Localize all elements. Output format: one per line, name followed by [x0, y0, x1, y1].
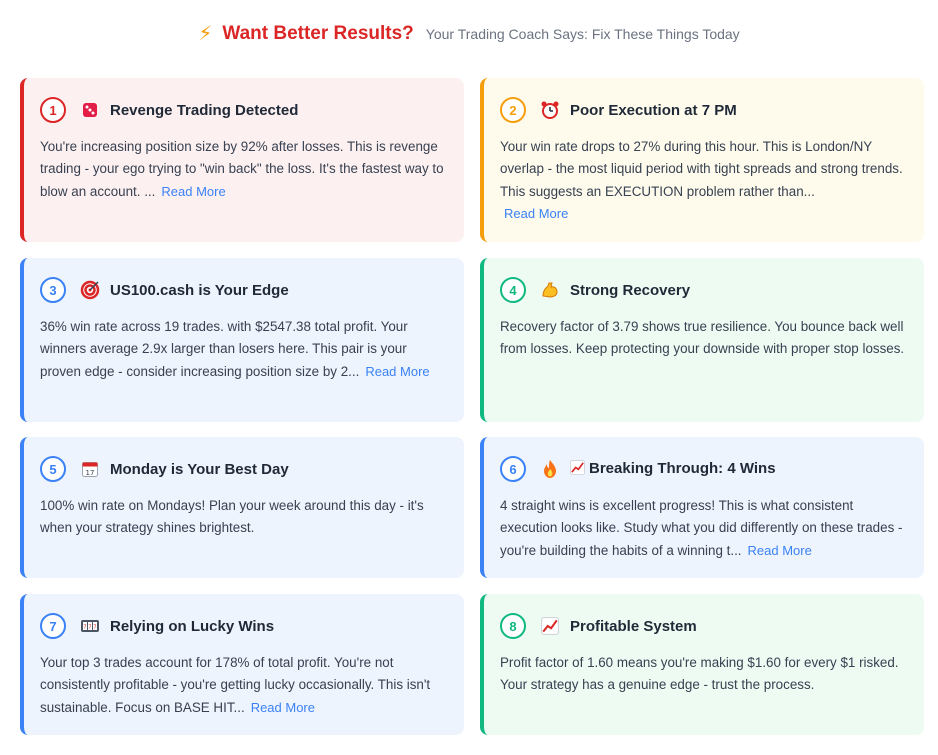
- calendar-icon: [80, 459, 100, 479]
- insight-card-breaking-through: [480, 437, 924, 578]
- insight-card-revenge-trading: [20, 78, 464, 242]
- alarm-clock-icon: [540, 100, 560, 120]
- svg-text:7: 7: [93, 624, 97, 631]
- header-subtitle: Your Trading Coach Says: Fix These Things Today: [425, 26, 740, 42]
- read-more-link[interactable]: Read More: [161, 183, 226, 199]
- insight-card-best-day: [20, 437, 464, 578]
- header-title: Want Better Results?: [222, 23, 414, 44]
- coach-header: [0, 22, 938, 46]
- card-number-badge: 7: [40, 613, 66, 639]
- card-body: [500, 495, 906, 562]
- svg-text:7: 7: [88, 624, 92, 631]
- card-body-text: Profit factor of 1.60 means you're making $1.60 for every $1 risked. Your strategy has a genuine edge - trust the process.: [500, 655, 899, 693]
- dice-icon: [80, 100, 100, 120]
- card-body: [40, 316, 446, 383]
- fire-icon: [540, 459, 560, 479]
- chart-increasing-icon: [570, 460, 585, 479]
- card-title: Strong Recovery: [570, 281, 691, 299]
- card-title: Relying on Lucky Wins: [110, 617, 275, 635]
- insight-card-us100-edge: [20, 258, 464, 422]
- card-number-badge: 6: [500, 456, 526, 482]
- card-body-text: Your top 3 trades account for 178% of total profit. You're not consistently profitable - you're getting lucky occasionally. This isn't sustainable. Focus on BASE HIT...: [40, 655, 431, 715]
- card-number-badge: 3: [40, 277, 66, 303]
- card-body: [40, 652, 446, 719]
- svg-text:17: 17: [85, 469, 95, 477]
- card-body-text: Your win rate drops to 27% during this hour. This is London/NY overlap - the most liquid period with tight spreads and strong trends. This suggests an EXECUTION problem rather than...: [500, 139, 903, 199]
- card-number-badge: 4: [500, 277, 526, 303]
- card-title: [570, 460, 776, 479]
- insight-card-lucky-wins: [20, 594, 464, 735]
- card-body-text: 4 straight wins is excellent progress! This is what consistent execution looks like. Study what you did differently on these trades - you're building the habits of a winning t...: [500, 498, 903, 558]
- card-body-text: 36% win rate across 19 trades. with $2547.38 total profit. Your winners average 2.9x larger than losers here. This pair is your proven edge - consider increasing position size by 2...: [40, 319, 408, 379]
- insight-card-strong-recovery: [480, 258, 924, 422]
- chart-increasing-icon: [540, 616, 560, 636]
- slot-machine-icon: [80, 616, 100, 636]
- flexed-bicep-icon: [540, 280, 560, 300]
- read-more-link[interactable]: Read More: [747, 542, 812, 558]
- target-icon: [80, 280, 100, 300]
- card-body-text: Recovery factor of 3.79 shows true resilience. You bounce back well from losses. Keep protecting your downside with proper stop losses.: [500, 319, 905, 357]
- card-number-badge: 2: [500, 97, 526, 123]
- card-title: Profitable System: [570, 617, 697, 635]
- card-body: [500, 652, 906, 697]
- lightning-bolt-icon: ⚡: [198, 23, 213, 45]
- card-title: Monday is Your Best Day: [110, 460, 289, 478]
- card-body-text: You're increasing position size by 92% after losses. This is revenge trading - your ego trying to "win back" the loss. It's the fastest way to blow an account. ...: [40, 139, 444, 199]
- svg-text:7: 7: [83, 624, 87, 631]
- insight-card-poor-execution: [480, 78, 924, 242]
- card-title: Poor Execution at 7 PM: [570, 101, 737, 119]
- card-number-badge: 5: [40, 456, 66, 482]
- card-body: [40, 136, 446, 203]
- card-body-text: 100% win rate on Mondays! Plan your week around this day - it's when your strategy shines brightest.: [40, 498, 424, 536]
- card-number-badge: 8: [500, 613, 526, 639]
- read-more-link[interactable]: Read More: [504, 206, 569, 222]
- card-title: US100.cash is Your Edge: [110, 281, 289, 299]
- read-more-link[interactable]: Read More: [365, 363, 430, 379]
- card-title: Revenge Trading Detected: [110, 101, 299, 119]
- card-number-badge: 1: [40, 97, 66, 123]
- read-more-link[interactable]: Read More: [250, 699, 315, 715]
- insight-card-profitable-system: [480, 594, 924, 735]
- card-body: [40, 495, 446, 540]
- card-body: [500, 136, 906, 226]
- card-title-text: Breaking Through: 4 Wins: [589, 459, 776, 477]
- card-body: [500, 316, 906, 361]
